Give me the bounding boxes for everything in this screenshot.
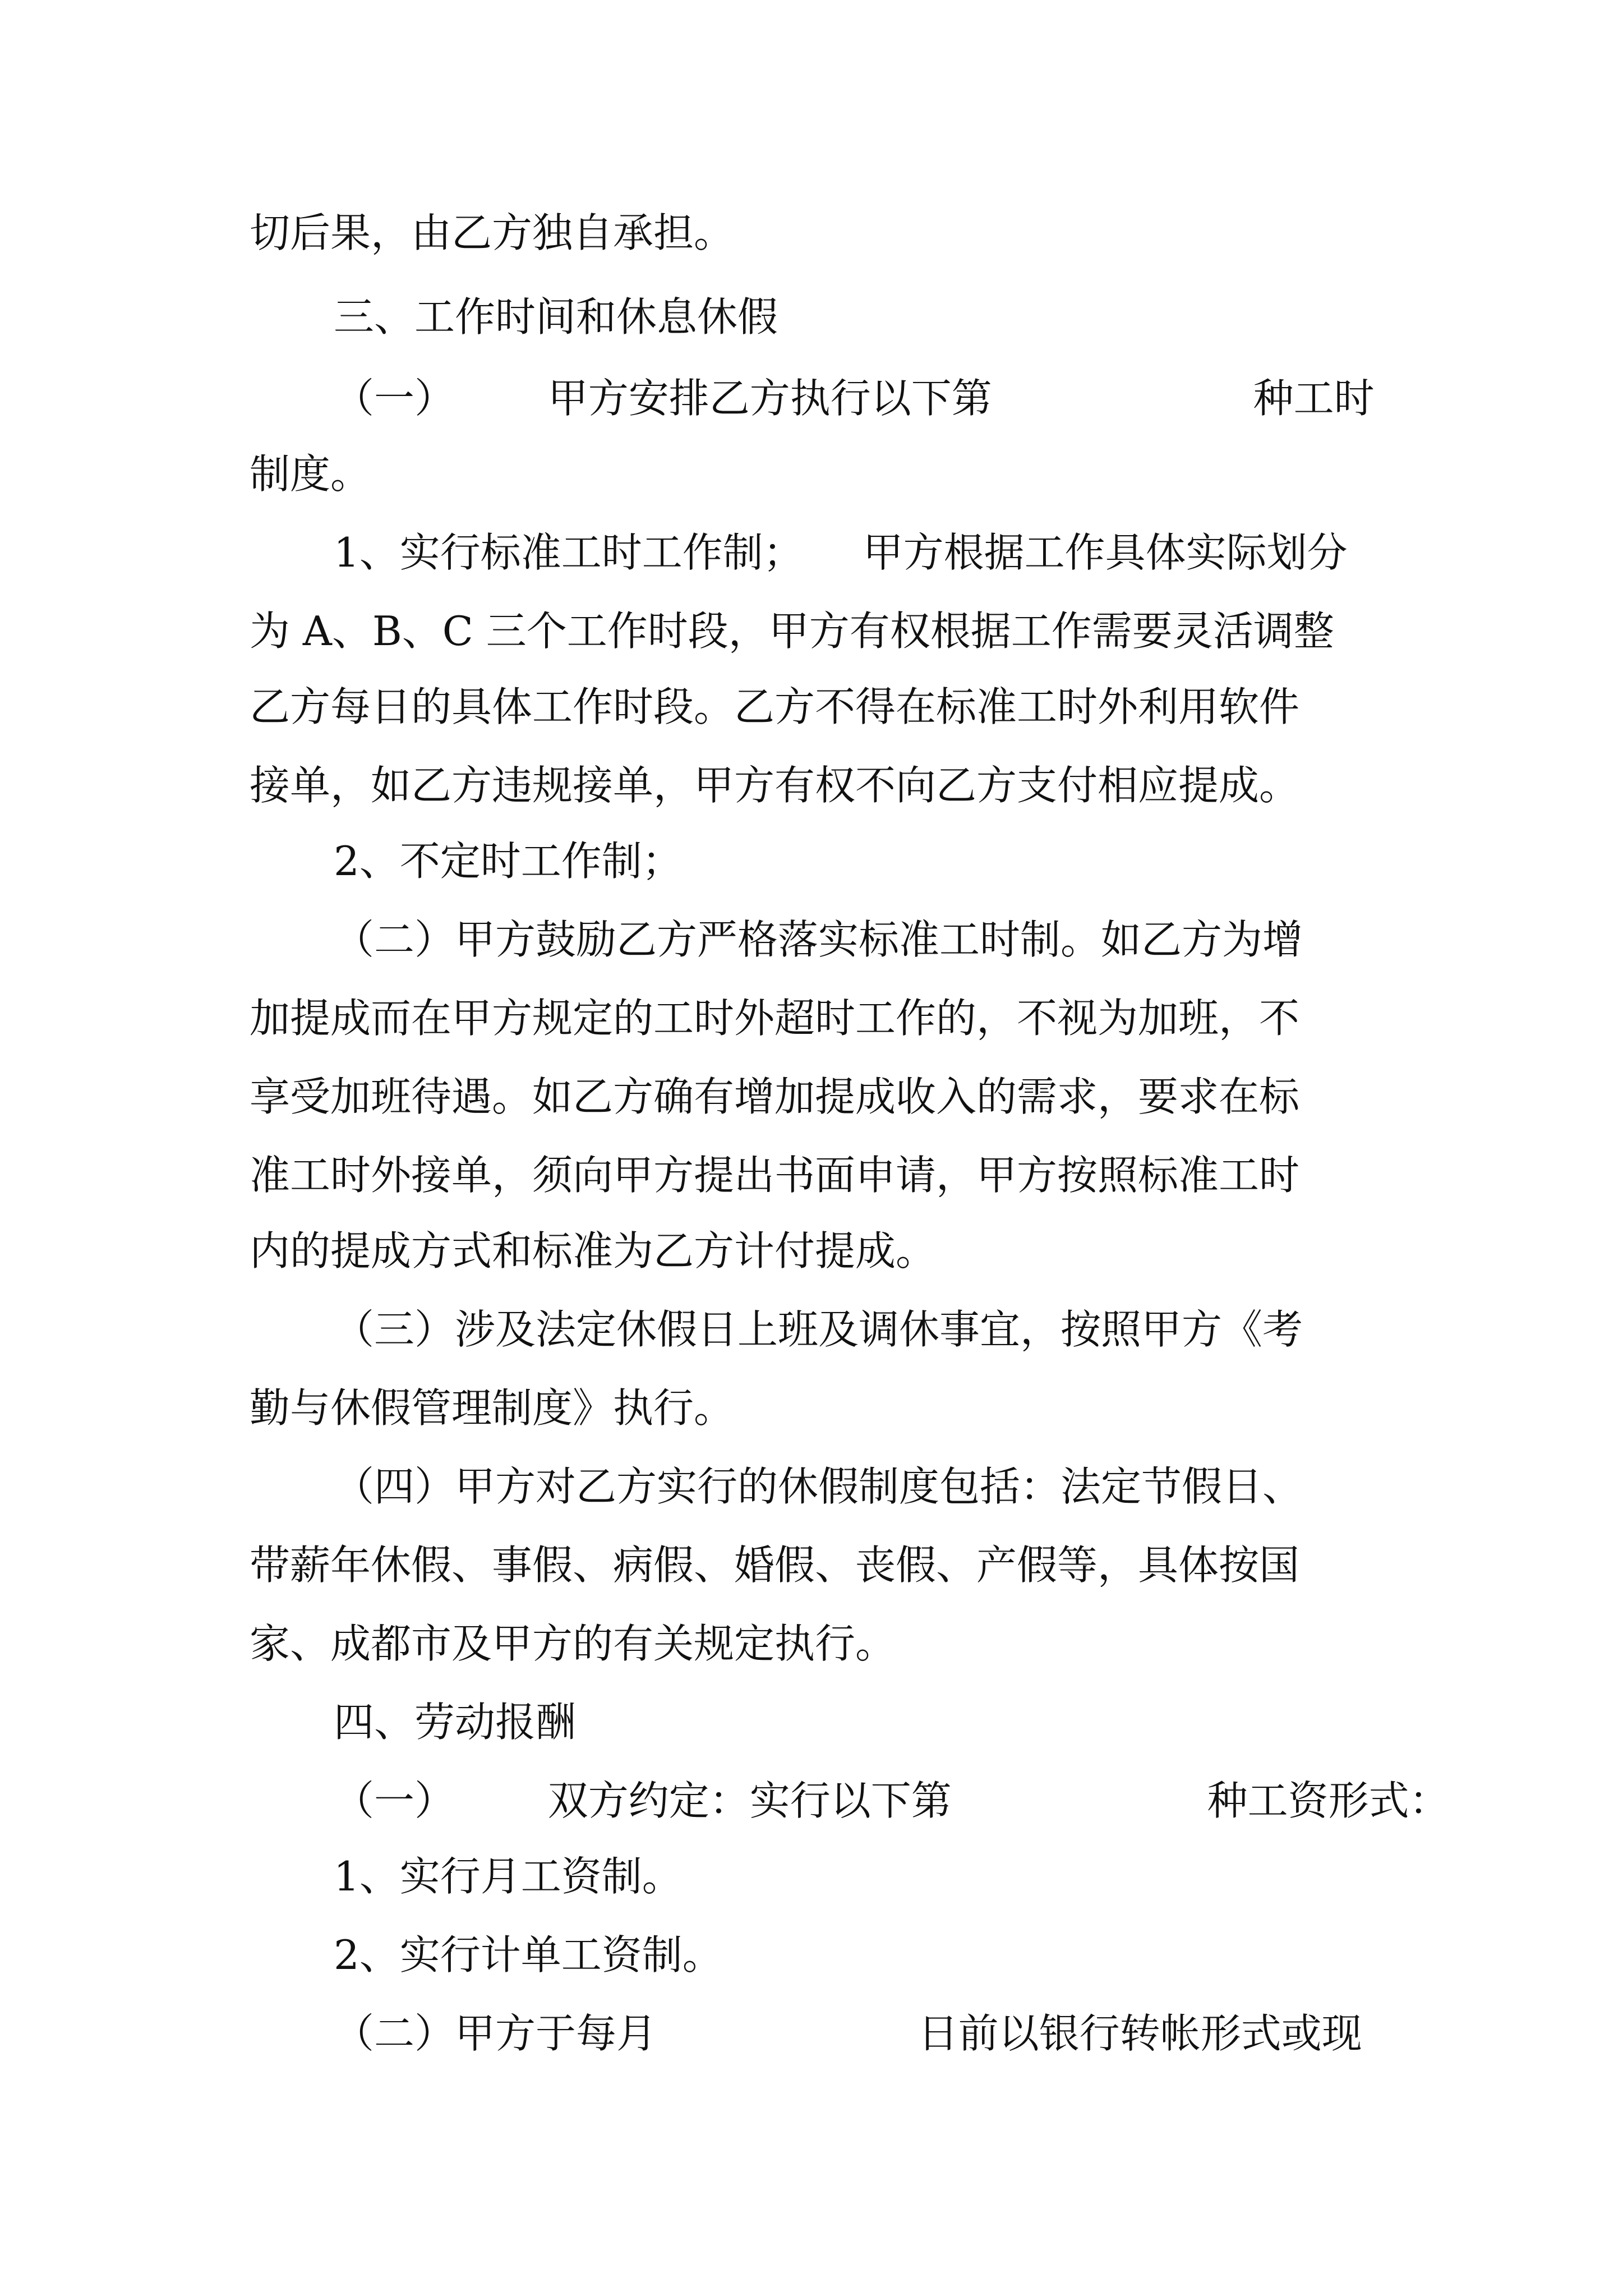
- text-line-18: [250, 1537, 1299, 1593]
- text-segment: 家、成都市及甲方的有关规定执行。: [250, 1620, 896, 1667]
- text-segment: 日前以银行转帐形式或现: [917, 2010, 1362, 2057]
- text-line-14: [250, 1223, 936, 1279]
- text-segment: 2、实行计单工资制。: [334, 1931, 723, 1978]
- text-segment: 双方约定：实行以下第: [547, 1777, 952, 1824]
- section-heading-3: [334, 289, 778, 345]
- text-segment: （四）甲方对乙方实行的休假制度包括：法定节假日、: [334, 1463, 1303, 1510]
- text-line-3: [334, 370, 1375, 426]
- text-line-22: [334, 1848, 683, 1904]
- text-line-10: [334, 912, 1303, 968]
- text-segment: 带薪年休假、事假、病假、婚假、丧假、产假等，具体按国: [250, 1542, 1300, 1589]
- text-line-24: [334, 2005, 1362, 2062]
- text-segment: 甲方根据工作具体实际划分: [863, 529, 1348, 576]
- text-segment: 切后果，由乙方独自承担。: [250, 209, 735, 256]
- text-line-15: [334, 1301, 1303, 1358]
- text-segment: 2、不定时工作制；: [334, 838, 683, 885]
- text-line-13: [250, 1147, 1299, 1203]
- text-segment: 准工时外接单，须向甲方提出书面申请，甲方按照标准工时: [250, 1152, 1300, 1199]
- text-segment: （一）: [334, 1777, 455, 1824]
- text-segment: 1、实行标准工时工作制；: [334, 529, 804, 576]
- text-line-17: [334, 1458, 1303, 1515]
- text-segment: 种工资形式：: [1207, 1777, 1450, 1824]
- text-line-5: [334, 524, 1348, 581]
- text-line-7: [250, 679, 1299, 735]
- text-segment: 接单，如乙方违规接单，甲方有权不向乙方支付相应提成。: [250, 762, 1300, 809]
- text-line-23: [334, 1927, 723, 1983]
- text-segment: 四、劳动报酬: [334, 1699, 577, 1746]
- section-heading-4: [334, 1694, 576, 1750]
- text-segment: 勤与休假管理制度》执行。: [250, 1384, 735, 1432]
- text-segment: 甲方安排乙方执行以下第: [547, 375, 992, 422]
- text-segment: 制度。: [250, 450, 371, 498]
- text-line-11: [250, 990, 1299, 1046]
- text-line-6: [250, 603, 1334, 659]
- text-segment: 为 A、B、C 三个工作时段，甲方有权根据工作需要灵活调整: [250, 608, 1334, 655]
- text-segment: 内的提成方式和标准为乙方计付提成。: [250, 1227, 937, 1274]
- text-segment: 1、实行月工资制。: [334, 1853, 683, 1900]
- text-segment: （二）甲方鼓励乙方严格落实标准工时制。如乙方为增: [334, 916, 1303, 963]
- text-line-8: [250, 757, 1299, 813]
- text-segment: 乙方每日的具体工作时段。乙方不得在标准工时外利用软件: [250, 683, 1300, 730]
- text-segment: 加提成而在甲方规定的工时外超时工作的，不视为加班，不: [250, 995, 1300, 1042]
- text-line-9: [334, 833, 683, 889]
- text-segment: （三）涉及法定休假日上班及调休事宜，按照甲方《考: [334, 1306, 1303, 1353]
- text-segment: 享受加班待遇。如乙方确有增加提成收入的需求，要求在标: [250, 1073, 1300, 1120]
- text-line-19: [250, 1616, 896, 1672]
- text-segment: （一）: [334, 375, 455, 422]
- text-line-12: [250, 1069, 1299, 1125]
- text-segment: （二）甲方于每月: [334, 2010, 657, 2057]
- text-line-1: [250, 205, 734, 261]
- text-line-21: [334, 1773, 1450, 1829]
- text-line-4: [250, 446, 371, 502]
- text-segment: 三、工作时间和休息休假: [334, 293, 778, 341]
- text-line-16: [250, 1380, 734, 1436]
- text-segment: 种工时: [1253, 375, 1375, 422]
